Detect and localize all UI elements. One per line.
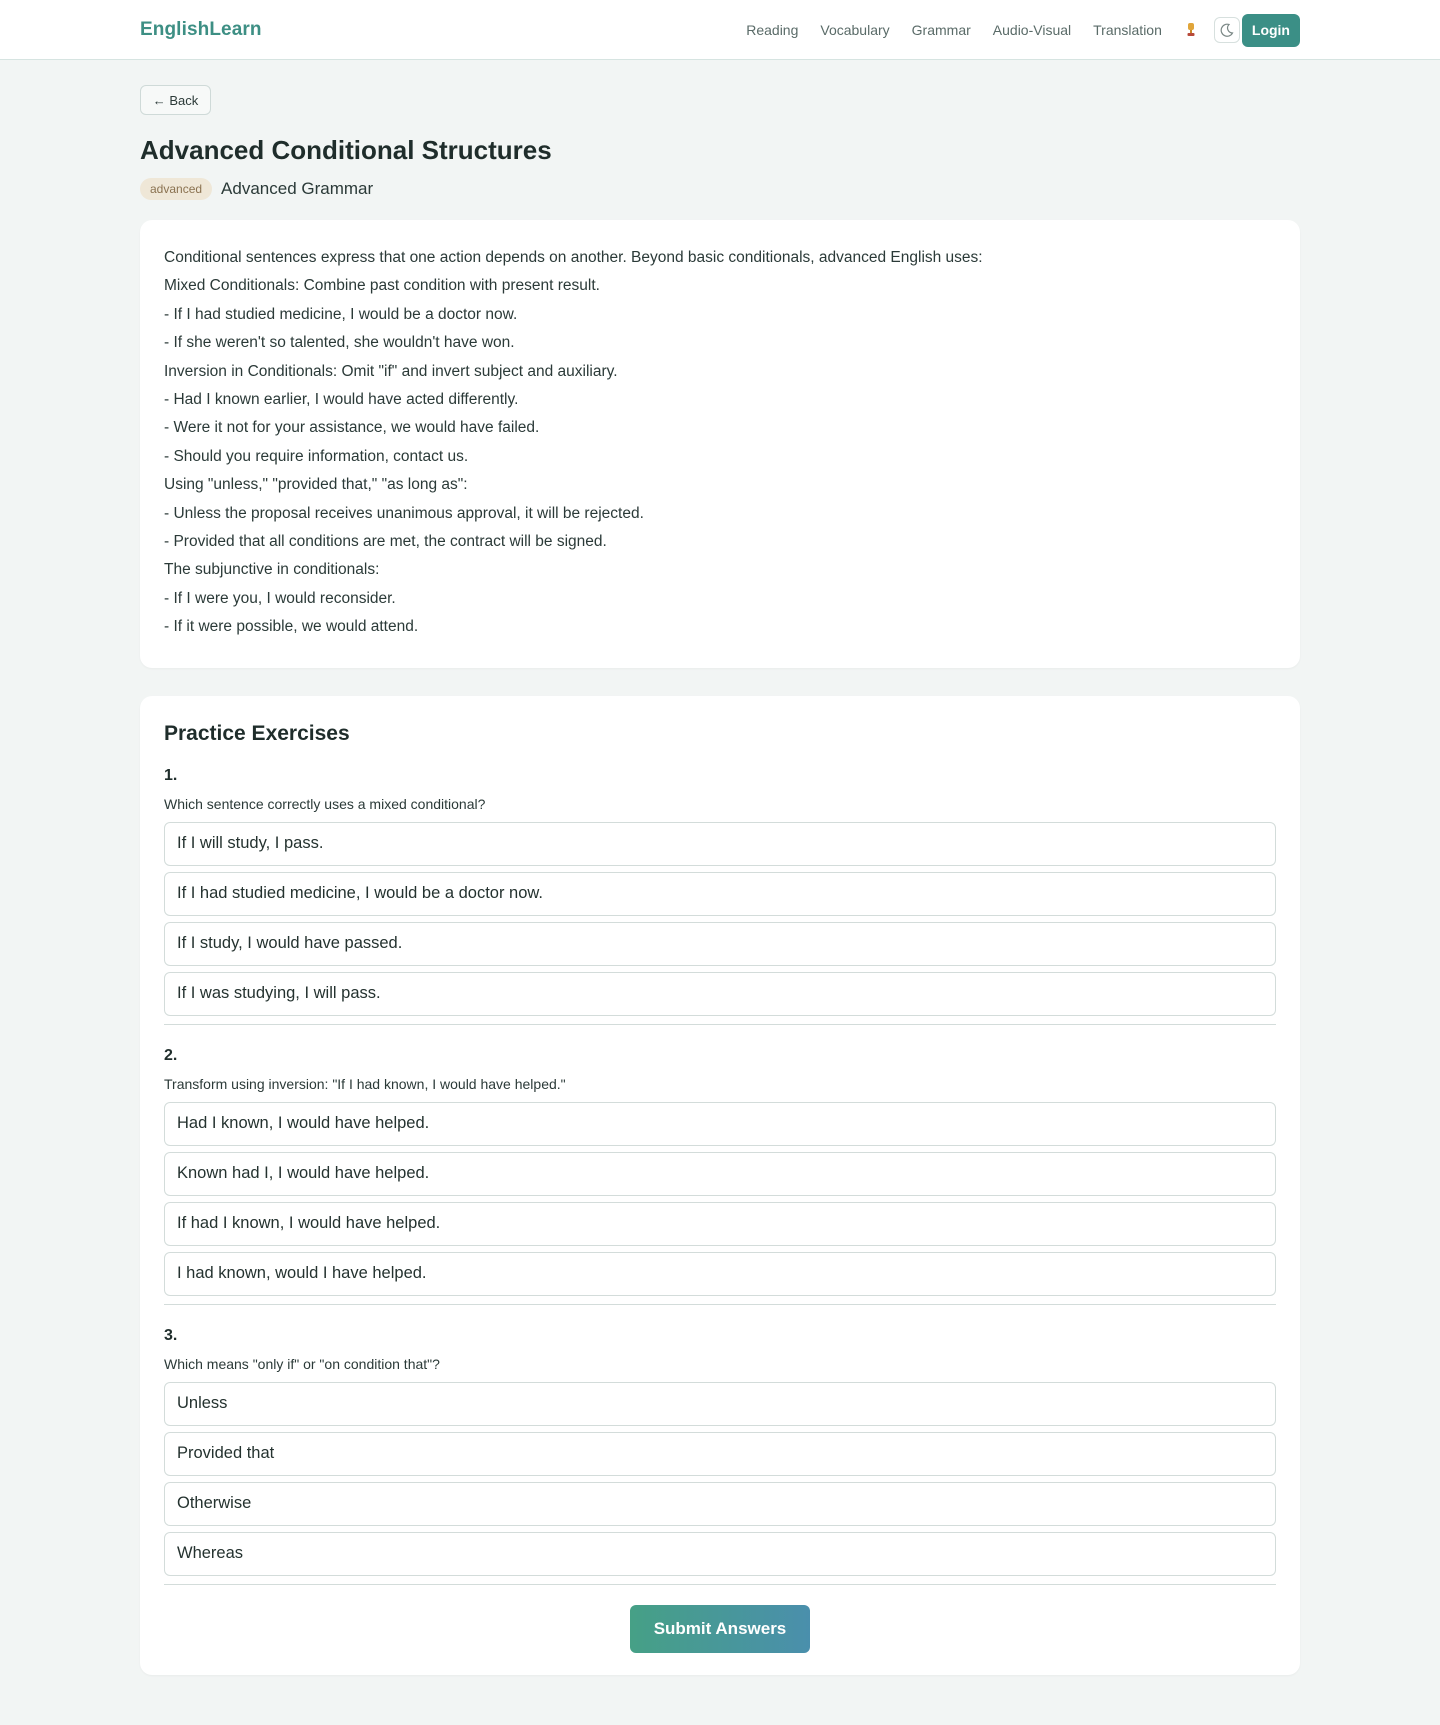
answer-option[interactable]: If I will study, I pass.	[164, 822, 1276, 866]
brand-logo[interactable]: EnglishLearn	[140, 19, 262, 40]
answer-option[interactable]: Otherwise	[164, 1482, 1276, 1526]
exercise-number: 1.	[164, 766, 178, 784]
lesson-meta	[140, 178, 1300, 200]
lesson-line: Inversion in Conditionals: Omit "if" and invert subject and auxiliary.	[164, 362, 618, 380]
lesson-line: Using "unless," "provided that," "as long as":	[164, 476, 468, 494]
lesson-line: - Had I known earlier, I would have acted differently.	[164, 391, 519, 409]
lesson-line: - Were it not for your assistance, we would have failed.	[164, 419, 540, 437]
main-nav	[746, 14, 1300, 47]
login-button[interactable]: Login	[1242, 14, 1300, 47]
answer-option[interactable]: If had I known, I would have helped.	[164, 1202, 1276, 1246]
exercise-number: 2.	[164, 1046, 178, 1064]
nav-link-translation[interactable]: Translation	[1093, 22, 1162, 38]
exercise-2	[164, 1025, 1276, 1305]
answer-option[interactable]: Unless	[164, 1382, 1276, 1426]
exercise-1	[164, 746, 1276, 1025]
theme-toggle-button[interactable]	[1214, 17, 1240, 43]
lesson-line: - If I had studied medicine, I would be a doctor now.	[164, 305, 518, 323]
exercise-question: Which means "only if" or "on condition that"?	[164, 1355, 440, 1372]
lesson-line: - Unless the proposal receives unanimous approval, it will be rejected.	[164, 504, 644, 522]
divider	[164, 1584, 1276, 1585]
lesson-line: - Should you require information, contact us.	[164, 447, 469, 465]
submit-wrapper	[164, 1605, 1276, 1653]
answer-options	[164, 1382, 1276, 1576]
answer-option[interactable]: If I study, I would have passed.	[164, 922, 1276, 966]
lesson-line: - If she weren't so talented, she wouldn't have won.	[164, 334, 515, 352]
lesson-line: Conditional sentences express that one action depends on another. Beyond basic conditionals, advanced English uses:	[164, 249, 983, 266]
answer-option[interactable]: If I was studying, I will pass.	[164, 972, 1276, 1016]
moon-icon	[1220, 23, 1234, 37]
top-navigation-bar	[0, 0, 1440, 60]
answer-option[interactable]: Known had I, I would have helped.	[164, 1152, 1276, 1196]
lesson-line: - Provided that all conditions are met, the contract will be signed.	[164, 533, 607, 551]
main-content	[140, 60, 1300, 1675]
back-button[interactable]: ← Back	[140, 85, 211, 115]
top-navigation-inner	[140, 0, 1300, 60]
answer-option[interactable]: I had known, would I have helped.	[164, 1252, 1276, 1296]
nav-link-vocabulary[interactable]: Vocabulary	[820, 22, 890, 38]
lesson-line: Mixed Conditionals: Combine past condition with present result.	[164, 277, 600, 295]
exercise-3	[164, 1305, 1276, 1585]
level-badge: advanced	[140, 178, 212, 200]
lesson-line: - If it were possible, we would attend.	[164, 618, 419, 636]
answer-options	[164, 1102, 1276, 1296]
lesson-line: The subjunctive in conditionals:	[164, 561, 380, 579]
nav-link-grammar[interactable]: Grammar	[911, 22, 971, 38]
submit-answers-button[interactable]: Submit Answers	[630, 1605, 810, 1653]
answer-option[interactable]: Whereas	[164, 1532, 1276, 1576]
page-title: Advanced Conditional Structures	[140, 135, 552, 165]
answer-option[interactable]: If I had studied medicine, I would be a doctor now.	[164, 872, 1276, 916]
lesson-category: Advanced Grammar	[221, 179, 374, 198]
nav-link-reading[interactable]: Reading	[746, 22, 799, 38]
nav-link-audio-visual[interactable]: Audio-Visual	[992, 22, 1072, 38]
answer-option[interactable]: Had I known, I would have helped.	[164, 1102, 1276, 1146]
practice-exercises-card	[140, 696, 1300, 1675]
exercise-question: Transform using inversion: "If I had known, I would have helped."	[164, 1075, 566, 1092]
exercise-question: Which sentence correctly uses a mixed conditional?	[164, 795, 486, 812]
trophy-icon[interactable]	[1182, 21, 1200, 39]
lesson-line: - If I were you, I would reconsider.	[164, 589, 396, 607]
practice-title: Practice Exercises	[164, 721, 350, 745]
answer-option[interactable]: Provided that	[164, 1432, 1276, 1476]
exercise-number: 3.	[164, 1326, 178, 1344]
lesson-content-card	[140, 220, 1300, 668]
answer-options	[164, 822, 1276, 1016]
